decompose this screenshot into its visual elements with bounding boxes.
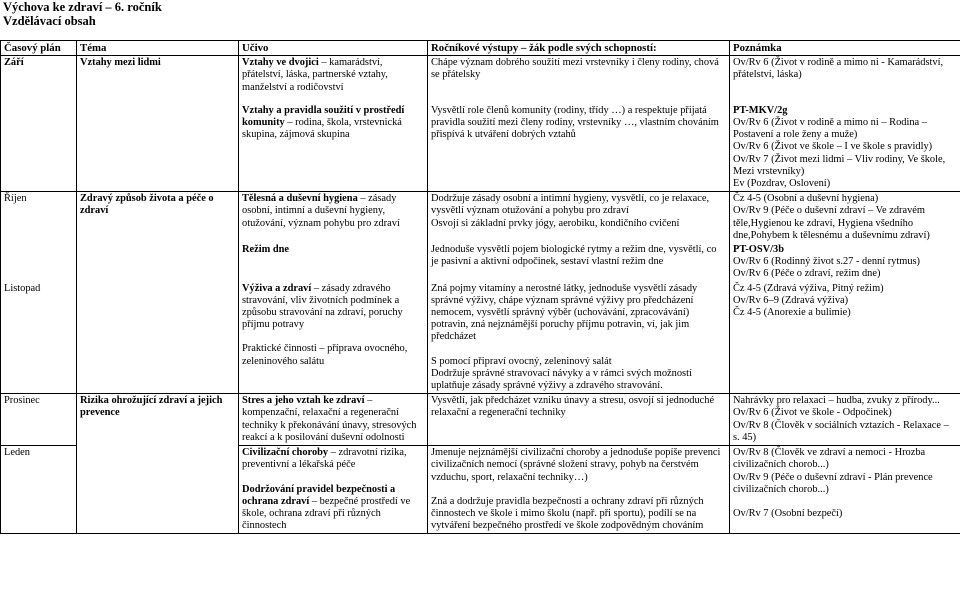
tema-cell: [77, 192, 239, 394]
poznamka-text: Ev (Pozdrav, Oslovení): [733, 178, 831, 190]
vystupy-text: Zná pojmy vitamíny a nerostné látky, jednoduše vysvětlí zásady správné výživy, chápe význam správné výživy pro předcházení nemocem, vysvětlí správný výběr (uchovávání, zpracovávání) potravin, zná nejznámější poruchy příjmu potravin, ví, jak jim předcházet: [431, 282, 698, 343]
poznamka-text: Čz 4-5 (Osobní a duševní hygiena): [733, 193, 879, 205]
ucivo-text: – rodina, škola, vrstevnická skupina, zájmová skupina: [242, 117, 402, 141]
plan-text: Září: [4, 57, 24, 69]
poznamka-text: Ov/Rv 7 (Osobní bezpečí): [733, 507, 843, 519]
ucivo-text: – bezpečné prostředí ve škole, ochrana zdraví při různých činnostech: [242, 495, 411, 532]
ucivo-heading: Režim dne: [242, 244, 290, 256]
ucivo-text: – zásady osobní, intimní a duševní hygieny, otužování, význam pohybu pro zdraví: [242, 193, 400, 229]
poznamka-text: Ov/Rv 6 (Rodinný život s.27 - denní rytmus): [733, 256, 921, 268]
ucivo-heading: Tělesná a duševní hygiena: [242, 193, 358, 205]
poznamka-cell: [730, 394, 960, 446]
ucivo-cell: [239, 56, 428, 104]
poznamka-text: Ov/Rv 6–9 (Zdravá výživa): [733, 294, 849, 306]
ucivo-text: – zásady zdravého stravování, vliv životních podmínek a způsobu stravování na zdraví, poruchy příjmu potravy: [242, 282, 403, 331]
ucivo-heading: Vztahy ve dvojici: [242, 57, 319, 69]
ucivo-heading: Výživa a zdraví: [242, 282, 312, 294]
vystupy-cell: [428, 282, 730, 394]
plan-text: Prosinec: [4, 395, 40, 407]
plan-cell: [1, 192, 77, 243]
curriculum-table: [0, 40, 960, 534]
ucivo-cell: [239, 446, 428, 534]
ucivo-heading: Vztahy a pravidla soužití v prostředí komunity: [242, 104, 405, 129]
vystupy-text: Dodržuje zásady osobní a intimní hygieny, vysvětlí, co je relaxace, vysvětlí význam otužování a pohybu pro zdraví: [431, 193, 710, 217]
tema-cell: [77, 394, 239, 534]
vystupy-text: Jmenuje nejznámější civilizační choroby a jednoduše popíše prevenci civilizačních nemocí (správné složení stravy, pohyb na čerstvém vzduchu, sport, relaxační techniky…): [431, 447, 721, 483]
vystupy-text: Dodržuje správné stravovací návyky a v rámci svých možností uplatňuje zásady správné výživy a zdravého stravování.: [431, 367, 692, 392]
poznamka-text: Ov/Rv 7 (Život mezi lidmi – Vliv rodiny, Ve škole, Mezi vrstevníky): [733, 153, 946, 177]
header-poznamka: Poznámka: [730, 41, 960, 56]
poznamka-text: Nahrávky pro relaxaci – hudba, zvuky z přírody...: [733, 395, 940, 407]
ucivo-text: – kompenzační, relaxační a regenerační techniky k překonávání únavy, stresových reakcí a k posilování duševní odolnosti: [242, 395, 417, 443]
tema-text: Rizika ohrožující zdraví a jejich prevence: [80, 395, 223, 419]
document-subtitle: Vzdělávací obsah: [3, 14, 96, 28]
poznamka-text: Ov/Rv 6 (Život ve škole – I ve škole s pravidly): [733, 141, 933, 153]
vystupy-cell: [428, 56, 730, 104]
vystupy-text: Zná a dodržuje pravidla bezpečnosti a ochrany zdraví při různých činnostech ve škole i mimo školu (např. při sportu), podílí se na vytváření bezpečného prostředí ve škole zodpovědným chováním: [431, 495, 704, 532]
poznamka-cell: [730, 56, 960, 104]
tema-text: Vztahy mezi lidmi: [80, 57, 161, 69]
plan-cell: [1, 56, 77, 192]
tema-text: Zdravý způsob života a péče o zdraví: [80, 193, 214, 217]
header-vystupy: Ročníkové výstupy – žák podle svých schopností:: [428, 41, 730, 56]
plan-text: Leden: [4, 447, 30, 459]
plan-cell: [1, 394, 77, 446]
header-tema: Téma: [77, 41, 239, 56]
ucivo-text: – kamarádství, přátelství, láska, partnerské vztahy, manželství a rodičovství: [242, 57, 388, 93]
poznamka-text: Ov/Rv 6 (Péče o zdraví, režim dne): [733, 268, 881, 280]
ucivo-text: – zdravotní rizika, preventivní a lékařská péče: [242, 447, 407, 471]
poznamka-text: Ov/Rv 8 (Člověk ve zdraví a nemoci - Hrozba civilizačních chorob...): [733, 447, 926, 471]
plan-text: Listopad: [4, 282, 41, 294]
poznamka-cell: [730, 446, 960, 534]
table-header-row: [1, 41, 960, 56]
poznamka-cell: [730, 282, 960, 394]
ucivo-cell: [239, 282, 428, 394]
poznamka-code: PT-OSV/3b: [733, 244, 785, 256]
vystupy-text: Vysvětlí role členů komunity (rodiny, třídy …) a respektuje přijatá pravidla soužití mezi členy rodiny, vrstevníky …, vlastním chováním přispívá k utváření dobrých vztahů: [431, 104, 719, 141]
poznamka-text: Čz 4-5 (Anorexie a bulimie): [733, 307, 851, 319]
ucivo-heading: Civilizační choroby: [242, 447, 329, 459]
poznamka-text: Ov/Rv 6 (Život ve škole - Odpočinek): [733, 407, 892, 419]
header-ucivo: Učivo: [239, 41, 428, 56]
vystupy-cell: [428, 243, 730, 282]
poznamka-cell: [730, 192, 960, 243]
ucivo-heading: Dodržování pravidel bezpečnosti a ochrana zdraví: [242, 483, 396, 507]
vystupy-text: Osvojí si základní prvky jógy, aerobiku, kondičního cvičení: [431, 217, 680, 229]
vystupy-cell: [428, 192, 730, 243]
table-row: [1, 394, 960, 446]
poznamka-text: Ov/Rv 8 (Člověk v sociálních vztazích - Relaxace – s. 45): [733, 419, 949, 443]
poznamka-text: Ov/Rv 6 (Život v rodině a mimo ni - Kamarádství, přátelství, láska): [733, 57, 944, 81]
plan-cell: [1, 282, 77, 394]
document-title: Výchova ke zdraví – 6. ročník: [3, 0, 162, 14]
poznamka-text: Ov/Rv 9 (Péče o duševní zdraví - Plán prevence civilizačních chorob...): [733, 471, 933, 495]
poznamka-code: PT-MKV/2g: [733, 104, 788, 116]
poznamka-text: Ov/Rv 6 (Život v rodině a mimo ni – Rodina – Postavení a role ženy a muže): [733, 117, 927, 141]
vystupy-text: S pomocí připraví ovocný, zeleninový salát: [431, 355, 612, 367]
vystupy-text: Jednoduše vysvětlí pojem biologické rytmy a režim dne, vysvětlí, co je pasivní a aktivní odpočinek, sestaví vlastní režim dne: [431, 244, 717, 268]
table-row: [1, 56, 960, 104]
table-row: [1, 192, 960, 243]
plan-text: Říjen: [4, 193, 27, 205]
vystupy-cell: [428, 104, 730, 192]
vystupy-cell: [428, 394, 730, 446]
tema-cell: [77, 56, 239, 192]
poznamka-cell: [730, 243, 960, 282]
poznamka-text: Ov/Rv 9 (Péče o duševní zdraví – Ve zdravém těle,Hygienou ke zdraví, Hygiena všedního dne,Pohybem k tělesnému a duševnímu zdraví): [733, 205, 930, 241]
vystupy-text: Chápe význam dobrého soužití mezi vrstevníky i členy rodiny, chová se přátelsky: [431, 57, 719, 81]
vystupy-text: Vysvětlí, jak předcházet vzniku únavy a stresu, osvojí si jednoduché relaxační a regenerační techniky: [431, 395, 715, 419]
ucivo-cell: [239, 394, 428, 446]
ucivo-cell: [239, 104, 428, 192]
ucivo-text: Praktické činnosti – příprava ovocného, zeleninového salátu: [242, 343, 408, 367]
ucivo-cell: [239, 243, 428, 282]
header-casovy-plan: Časový plán: [1, 41, 77, 56]
ucivo-cell: [239, 192, 428, 243]
plan-cell: [1, 446, 77, 534]
ucivo-heading: Stres a jeho vztah ke zdraví: [242, 395, 365, 407]
vystupy-cell: [428, 446, 730, 534]
poznamka-text: Čz 4-5 (Zdravá výživa, Pitný režim): [733, 282, 884, 294]
poznamka-cell: [730, 104, 960, 192]
